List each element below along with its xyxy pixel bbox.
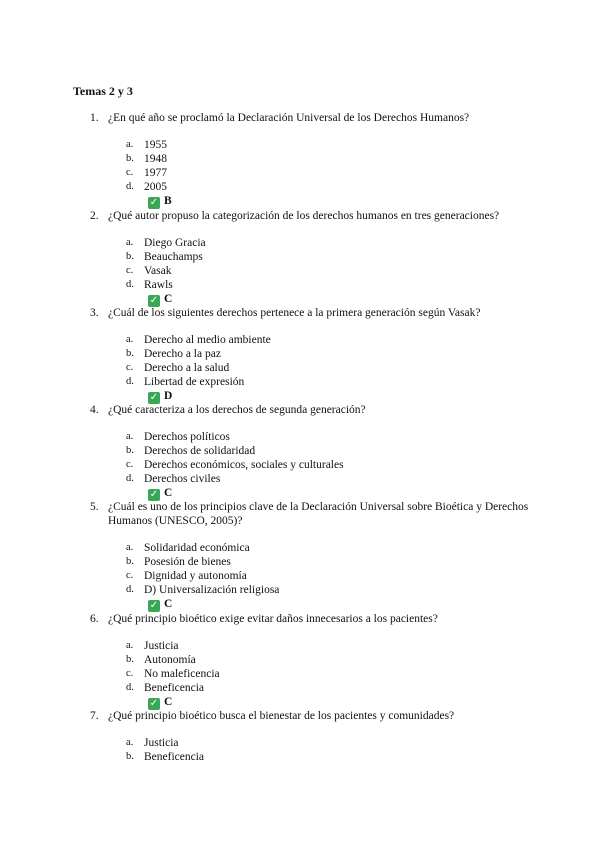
question-text: ¿Qué principio bioético busca el bienestar de los pacientes y comunidades? [108,710,455,722]
option-text: Justicia [144,640,179,652]
option-b [126,555,231,569]
options-6 [126,639,220,709]
question-number: 2. [90,210,99,222]
option-letter: a. [126,737,134,748]
option-text: Posesión de bienes [144,556,231,568]
option-text: Diego Gracia [144,237,206,249]
option-text: Justicia [144,737,179,749]
options-4 [126,430,344,500]
question-text: ¿Qué caracteriza a los derechos de segunda generación? [108,404,366,416]
option-d [126,472,221,486]
section-heading: Temas 2 y 3 [73,84,133,98]
check-mark-icon: ✓ [149,197,159,208]
option-a [126,138,172,152]
answer-letter: C [164,696,173,708]
option-letter: c. [126,668,134,679]
answer-letter: C [164,598,173,610]
answer-line [148,486,172,500]
option-b [126,653,196,667]
option-d [126,278,172,292]
answer-letter: D [164,390,173,402]
question-text: ¿En qué año se proclamó la Declaración Universal de los Derechos Humanos? [108,112,470,124]
check-mark-icon: ✓ [149,600,159,611]
option-letter: c. [126,459,134,470]
option-text: 1948 [144,153,167,165]
option-text: Vasak [144,265,172,277]
option-letter: b. [126,348,134,359]
question-4 [90,403,530,417]
answer-letter: C [164,487,173,499]
option-text: Derechos económicos, sociales y culturales [144,459,344,471]
question-text: ¿Qué principio bioético exige evitar daños innecesarios a los pacientes? [108,613,438,625]
option-text: Derechos de solidaridad [144,445,256,457]
option-text: Solidaridad económica [144,542,250,554]
option-letter: a. [126,237,134,248]
check-mark-icon: ✓ [149,698,159,709]
option-c [126,667,220,681]
option-letter: b. [126,445,134,456]
options-3 [126,333,271,403]
option-a [126,333,271,347]
check-mark-icon: ✓ [149,295,159,306]
question-number: 4. [90,404,99,416]
option-letter: c. [126,362,134,373]
option-a [126,430,230,444]
option-letter: b. [126,153,134,164]
option-text: D) Universalización religiosa [144,584,280,596]
options-2 [126,236,206,306]
option-letter: a. [126,334,134,345]
answer-line [148,695,172,709]
answer-line [148,597,172,611]
check-mark-icon: ✓ [149,392,159,403]
option-a [126,541,250,555]
option-c [126,264,172,278]
option-b [126,347,221,361]
option-c [126,569,247,583]
option-text: Beneficencia [144,682,205,694]
option-text: Rawls [144,279,173,291]
check-mark-icon: ✓ [149,489,159,500]
answer-line [148,389,172,403]
option-text: Libertad de expresión [144,376,245,388]
option-d [126,180,172,194]
option-letter: b. [126,751,134,762]
question-number: 3. [90,307,99,319]
option-text: 2005 [144,181,167,193]
option-text: Dignidad y autonomía [144,570,247,582]
option-c [126,166,172,180]
option-letter: c. [126,167,134,178]
option-letter: b. [126,556,134,567]
option-c [126,458,344,472]
option-text: Derechos políticos [144,431,230,443]
answer-letter: B [164,195,172,207]
option-b [126,152,172,166]
option-b [126,250,203,264]
question-5 [90,500,530,528]
option-letter: b. [126,251,134,262]
option-b [126,444,256,458]
option-letter: a. [126,139,134,150]
question-text: ¿Cuál es uno de los principios clave de la Declaración Universal sobre Bioética y Derechos Humanos (UNESCO, 2005)? [108,501,529,527]
option-text: Derecho a la paz [144,348,221,360]
option-letter: d. [126,279,134,290]
option-letter: d. [126,181,134,192]
option-text: Derechos civiles [144,473,221,485]
option-letter: d. [126,682,134,693]
question-number: 7. [90,710,99,722]
option-a [126,639,179,653]
option-letter: a. [126,640,134,651]
option-text: 1955 [144,139,167,151]
option-letter: b. [126,654,134,665]
option-c [126,361,230,375]
option-letter: a. [126,431,134,442]
answer-line [148,292,172,306]
option-letter: d. [126,473,134,484]
option-d [126,375,245,389]
option-text: Beauchamps [144,251,203,263]
option-letter: d. [126,376,134,387]
answer-letter: C [164,293,173,305]
option-text: 1977 [144,167,167,179]
option-text: Autonomía [144,654,196,666]
options-5 [126,541,280,611]
answer-line [148,194,172,208]
question-6 [90,612,530,626]
question-number: 1. [90,112,99,124]
option-letter: d. [126,584,134,595]
question-7 [90,709,530,723]
option-letter: c. [126,570,134,581]
question-text: ¿Qué autor propuso la categorización de los derechos humanos en tres generaciones? [108,210,500,222]
option-d [126,583,280,597]
option-d [126,681,205,695]
question-1 [90,111,530,125]
question-text: ¿Cuál de los siguientes derechos pertenece a la primera generación según Vasak? [108,307,481,319]
option-text: Derecho al medio ambiente [144,334,271,346]
question-number: 5. [90,501,99,513]
option-text: Beneficencia [144,751,205,763]
option-text: No maleficencia [144,668,220,680]
options-1 [126,138,172,208]
option-text: Derecho a la salud [144,362,230,374]
option-a [126,236,206,250]
option-letter: c. [126,265,134,276]
question-number: 6. [90,613,99,625]
question-3 [90,306,530,320]
question-2 [90,209,530,223]
option-letter: a. [126,542,134,553]
